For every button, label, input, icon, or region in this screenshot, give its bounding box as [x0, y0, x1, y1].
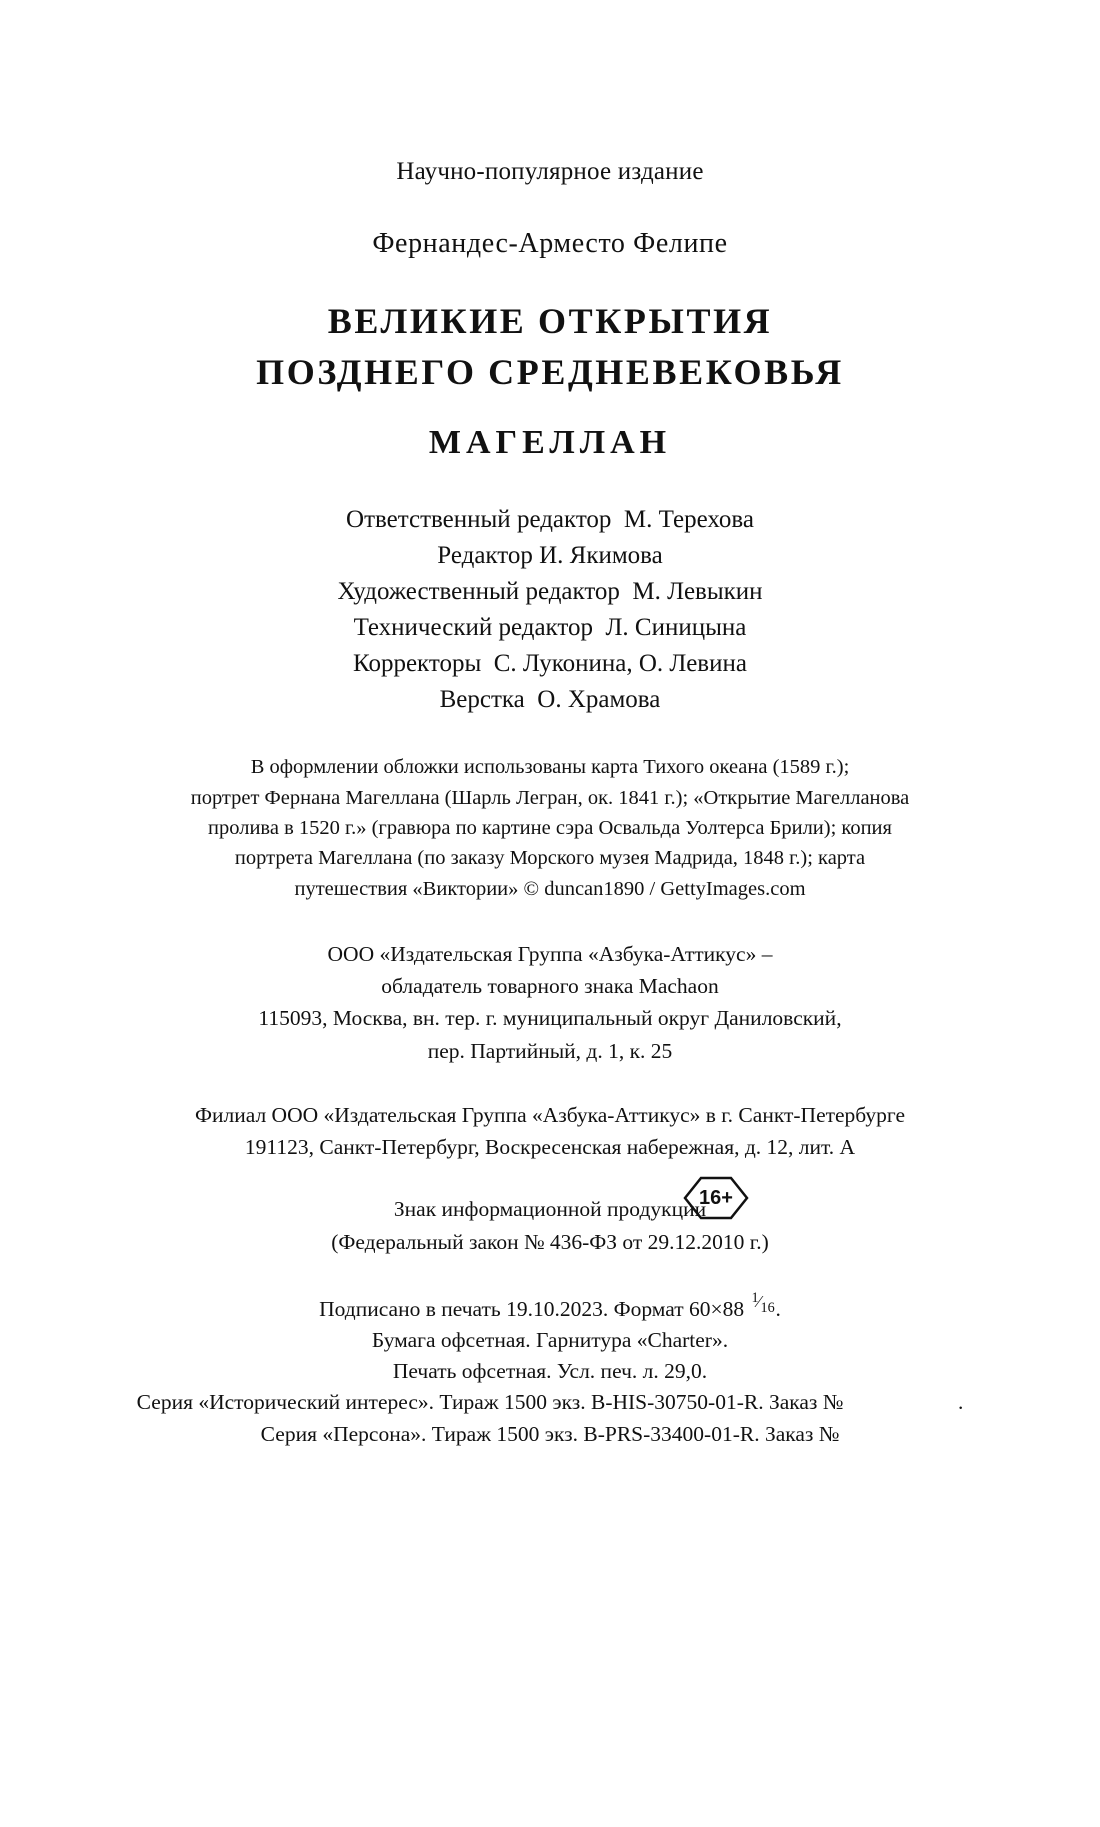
cover-credits-block	[95, 752, 1005, 904]
publisher-line: пер. Партийный, д. 1, к. 25	[427, 1038, 673, 1063]
branch-line: 191123, Санкт-Петербург, Воскресенская набережная, д. 12, лит. А	[244, 1135, 856, 1160]
branch-block	[95, 1099, 1005, 1164]
credit-line: Редактор И. Якимова	[437, 542, 663, 570]
credit-line: Художественный редактор М. Левыкин	[337, 578, 763, 606]
print-series-1: Серия «Исторический интерес». Тираж 1500 экз. B-HIS-30750-01-R. Заказ №	[136, 1390, 844, 1415]
print-info-line-4	[95, 1387, 1005, 1418]
credit-line: Ответственный редактор М. Терехова	[346, 506, 754, 534]
format-fraction	[750, 1290, 776, 1316]
fraction-slash: ⁄	[757, 1292, 761, 1312]
print-format-period: .	[775, 1296, 781, 1321]
cover-credit-line: пролива в 1520 г.» (гравюра по картине сэра Освальда Уолтерса Брили); копия	[208, 816, 892, 839]
publisher-line: ООО «Издательская Группа «Азбука-Аттикус» –	[327, 941, 773, 966]
age-rating-line-1: Знак информационной продукции	[393, 1197, 707, 1222]
order-number-tail: .	[957, 1390, 964, 1415]
credit-line: Верстка О. Храмова	[439, 686, 661, 714]
print-info-line-5: Серия «Персона». Тираж 1500 экз. B-PRS-33400-01-R. Заказ №	[260, 1421, 840, 1446]
branch-line: Филиал ООО «Издательская Группа «Азбука-Аттикус» в г. Санкт-Петербурге	[195, 1102, 905, 1127]
print-info-block	[95, 1290, 1005, 1450]
edition-type: Научно-популярное издание	[396, 158, 704, 185]
book-subtitle: МАГЕЛЛАН	[428, 424, 672, 462]
cover-credit-line: портрета Магеллана (по заказу Морского музея Мадрида, 1848 г.); карта	[234, 847, 866, 870]
age-rating-block	[95, 1193, 1005, 1258]
book-title-line-2: ПОЗДНЕГО СРЕДНЕВЕКОВЬЯ	[256, 352, 844, 393]
age-rating-badge	[683, 1176, 749, 1220]
cover-credit-line: В оформлении обложки использованы карта Тихого океана (1589 г.);	[250, 756, 850, 779]
print-format-text: Подписано в печать 19.10.2023. Формат 60×88	[319, 1296, 750, 1321]
credits-block	[95, 502, 1005, 718]
publisher-block	[95, 938, 1005, 1067]
book-title	[95, 296, 1005, 462]
credit-line: Корректоры С. Луконина, О. Левина	[353, 650, 747, 678]
author-name: Фернандес-Арместо Фелипе	[372, 228, 728, 259]
publisher-line: обладатель товарного знака Machaon	[381, 974, 719, 999]
publisher-line: 115093, Москва, вн. тер. г. муниципальный округ Даниловский,	[258, 1006, 842, 1031]
credit-line: Технический редактор Л. Синицына	[353, 614, 747, 642]
colophon-page	[0, 158, 1100, 1827]
cover-credit-line: путешествия «Виктории» © duncan1890 / GettyImages.com	[294, 877, 806, 900]
print-info-line-1	[95, 1290, 1005, 1325]
book-title-line-1: ВЕЛИКИЕ ОТКРЫТИЯ	[327, 301, 773, 341]
print-info-line-2: Бумага офсетная. Гарнитура «Charter».	[371, 1328, 729, 1353]
age-rating-badge-label: 16+	[699, 1186, 733, 1209]
age-rating-line-2: (Федеральный закон № 436-ФЗ от 29.12.2010 г.)	[331, 1229, 769, 1254]
cover-credit-line: портрет Фернана Магеллана (Шарль Легран, ок. 1841 г.); «Открытие Магелланова	[190, 786, 910, 809]
fraction-denominator: 16	[760, 1299, 775, 1316]
fraction-numerator: 1	[751, 1290, 759, 1307]
print-info-line-3: Печать офсетная. Усл. печ. л. 29,0.	[392, 1359, 708, 1384]
